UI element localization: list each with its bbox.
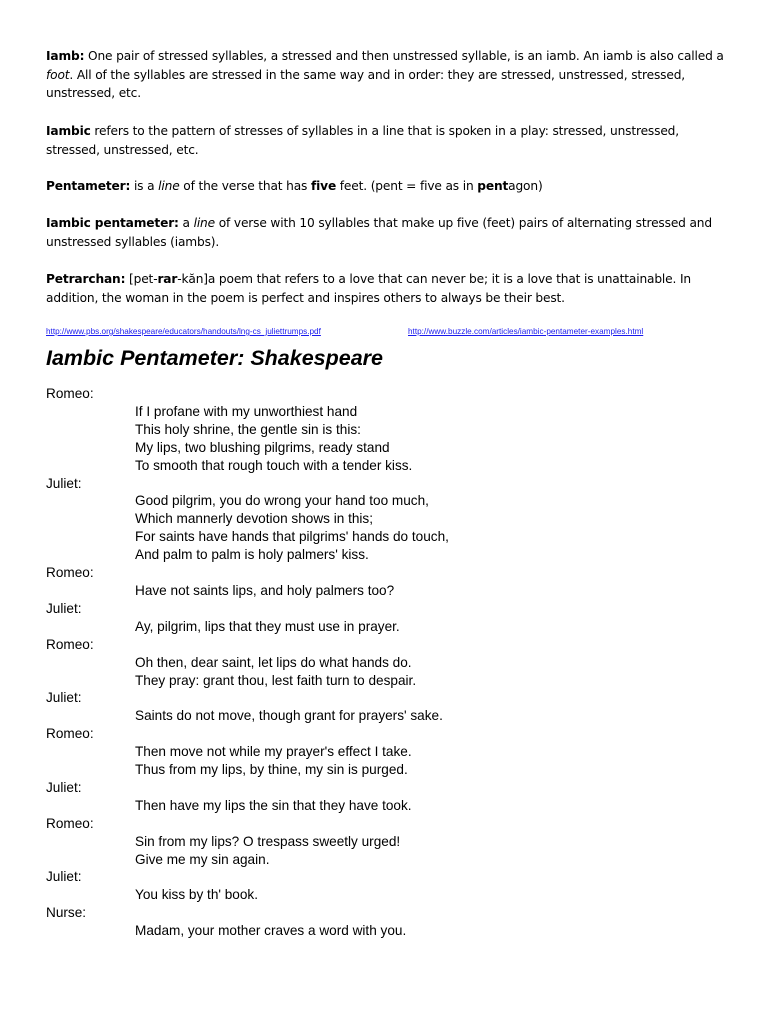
definition-text: of the verse that has [179, 179, 311, 193]
verse-line: Ay, pilgrim, lips that they must use in prayer. [135, 618, 400, 634]
speaker-name: Juliet: [46, 600, 82, 616]
verse-line: Then move not while my prayer's effect I take. [135, 744, 412, 760]
speaker-name: Romeo: [46, 815, 94, 831]
definition-petrarchan [46, 270, 736, 307]
verse-line: Which mannerly devotion shows in this; [135, 511, 373, 527]
speaker-name: Romeo: [46, 726, 94, 742]
speaker-name: Juliet: [46, 475, 82, 491]
verse-line: Good pilgrim, you do wrong your hand too much, [135, 493, 429, 509]
definition-emphasis: foot [46, 67, 70, 82]
verse-line: Saints do not move, though grant for prayers' sake. [135, 708, 443, 724]
definition-bold: rar [157, 272, 178, 286]
verse-line: If I profane with my unworthiest hand [135, 403, 358, 419]
verse-line: This holy shrine, the gentle sin is this: [135, 421, 361, 437]
definition-bold: pent [477, 179, 509, 193]
speaker-name: Romeo: [46, 386, 94, 401]
definition-pentameter [46, 177, 736, 196]
term-iamb: Iamb: [46, 49, 85, 63]
speaker-name: Romeo: [46, 565, 94, 581]
definition-iambic-pentameter [46, 214, 736, 251]
term-iambic-pentameter: Iambic pentameter: [46, 216, 179, 230]
term-iambic: Iambic [46, 124, 91, 138]
page-title: Iambic Pentameter: Shakespeare [46, 346, 383, 370]
speaker-name: Nurse: [46, 905, 87, 921]
verse-line: You kiss by th' book. [135, 887, 259, 903]
speaker-name: Juliet: [46, 869, 82, 885]
term-pentameter: Pentameter: [46, 179, 131, 193]
verse-line: Thus from my lips, by thine, my sin is purged. [135, 762, 408, 778]
verse-line: And palm to palm is holy palmers' kiss. [135, 547, 369, 563]
speaker-name: Juliet: [46, 779, 82, 795]
verse-line: Give me my sin again. [135, 851, 270, 867]
verse-line: They pray: grant thou, lest faith turn to despair. [135, 672, 417, 688]
dialogue-excerpt [46, 385, 736, 940]
verse-line: Have not saints lips, and holy palmers too? [135, 582, 395, 598]
definition-text: a [178, 216, 194, 230]
verse-line: My lips, two blushing pilgrims, ready stand [135, 439, 390, 455]
verse-line: For saints have hands that pilgrims' hands do touch, [135, 529, 449, 545]
speaker-name: Juliet: [46, 690, 82, 706]
link-pbs[interactable]: http://www.pbs.org/shakespeare/educators/handouts/lng-cs_juliettrumps.pdf [46, 327, 321, 336]
definition-emphasis: line [193, 216, 215, 230]
definition-text: refers to the pattern of stresses of syllables in a line that is spoken in a play: stressed, unstressed, stressed, unstressed, etc. [46, 124, 679, 157]
link-buzzle[interactable]: http://www.buzzle.com/articles/iambic-pentameter-examples.html [408, 327, 644, 336]
definition-text: . All of the syllables are stressed in the same way and in order: they are stressed, unstressed, stressed, unstressed, etc. [46, 67, 686, 101]
verse-line: Madam, your mother craves a word with you. [135, 923, 407, 939]
definition-text: [pet- [125, 272, 158, 286]
definition-text: of verse with 10 syllables that make up five (feet) pairs of alternating stressed and unstressed syllables (iambs). [46, 216, 712, 249]
verse-line: Sin from my lips? O trespass sweetly urged! [135, 833, 401, 849]
definition-text: -kăn]a poem that refers to a love that can never be; it is a love that is unattainable. In addition, the woman in the poem is perfect and inspires others to always be their best. [46, 272, 691, 305]
definition-text: agon) [508, 179, 543, 193]
definition-iambic [46, 122, 736, 159]
definition-iamb [46, 47, 736, 103]
definition-text: One pair of stressed syllables, a stressed and then unstressed syllable, is an iamb. An iamb is also called a [84, 49, 724, 63]
verse-line: To smooth that rough touch with a tender kiss. [135, 457, 413, 473]
definition-text: feet. (pent = five as in [336, 179, 478, 193]
speaker-name: Romeo: [46, 636, 94, 652]
definition-emphasis: line [158, 179, 180, 193]
term-petrarchan: Petrarchan: [46, 272, 126, 286]
definition-bold: five [310, 179, 337, 193]
verse-line: Then have my lips the sin that they have took. [135, 797, 412, 813]
verse-line: Oh then, dear saint, let lips do what hands do. [135, 654, 412, 670]
definition-text: is a [130, 179, 159, 193]
